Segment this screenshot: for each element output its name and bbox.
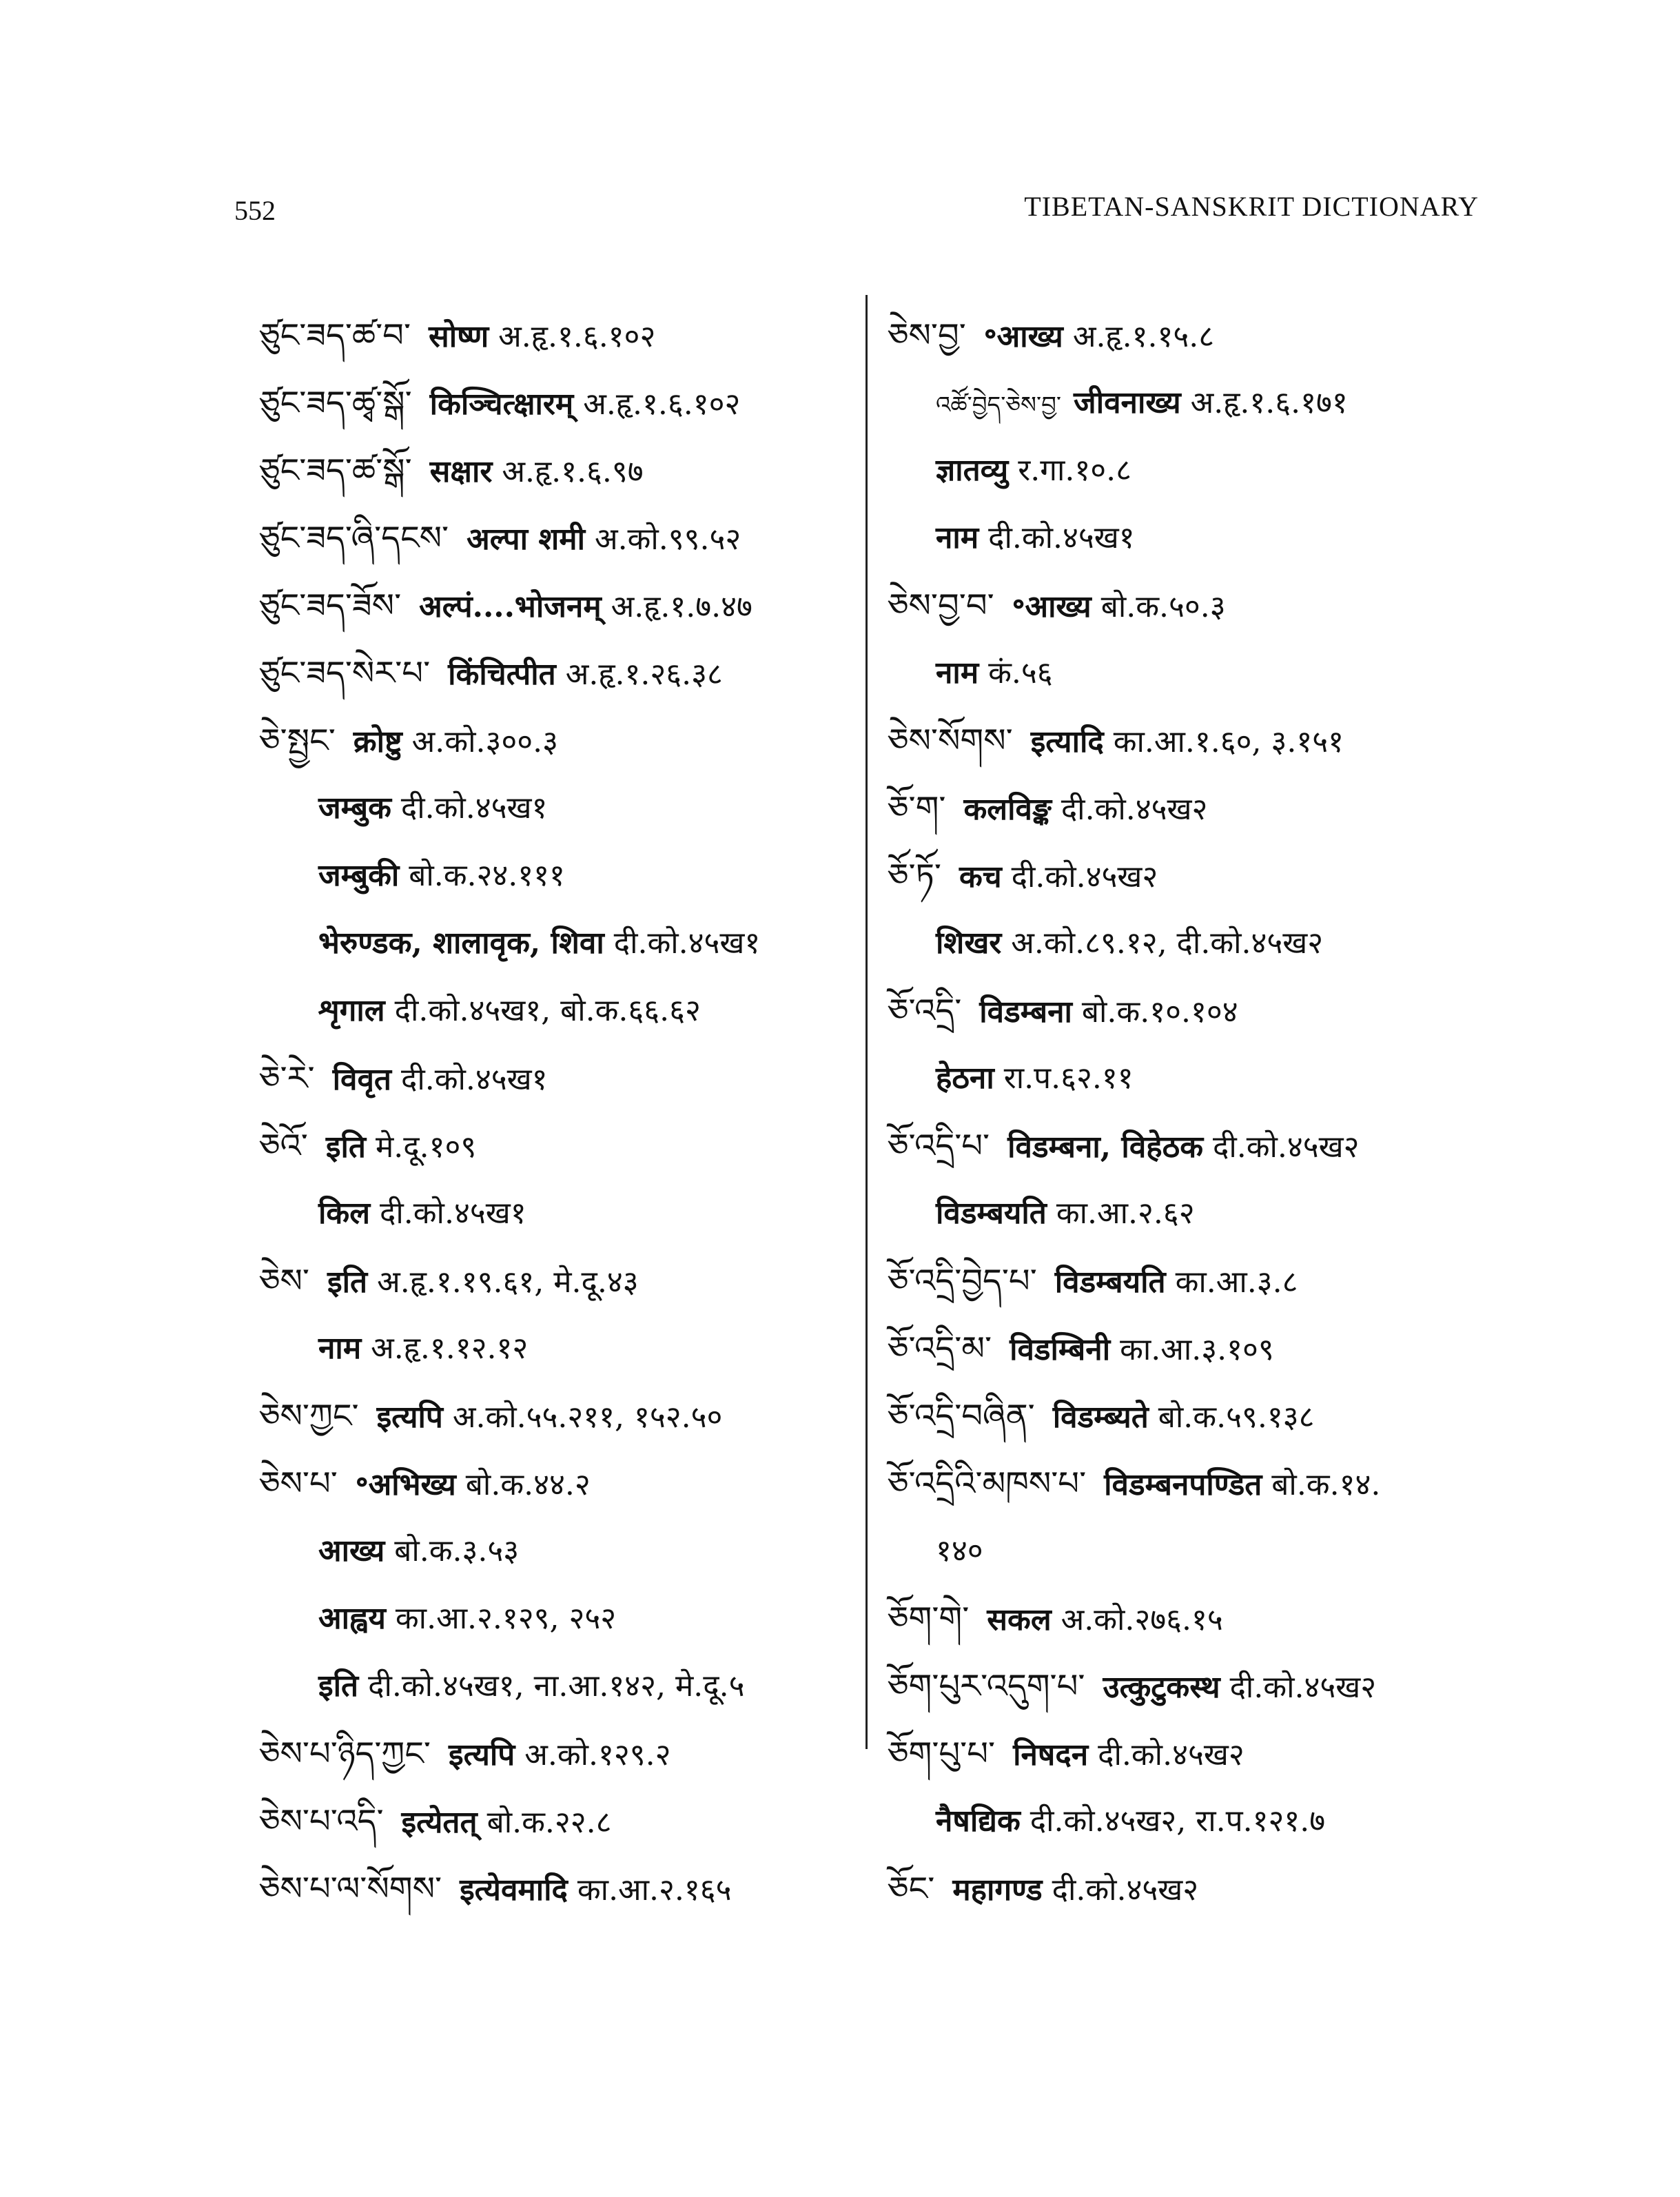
source-reference: का.आ.१.६०, ३.१५१ (1103, 724, 1344, 759)
tibetan-headword: ཅེས་པ་འདི་ (259, 1802, 384, 1841)
source-reference: बो.क.१४. (1262, 1467, 1381, 1502)
dictionary-subentry (888, 910, 1515, 977)
tibetan-headword: ཅོ་འདྲི་བྱེད་པ་ (888, 1262, 1037, 1300)
source-reference: अ.हृ.१.१२.१२ (361, 1331, 529, 1366)
source-reference: अ.को.३००.३ (402, 724, 558, 759)
sanskrit-equivalent: किञ्चित्क्षारम् (429, 387, 574, 422)
tibetan-headword: ཅེ་སྤྱང་ (259, 722, 336, 760)
right-column (888, 302, 1515, 1923)
source-reference: दी.को.४५ख२ (1051, 792, 1208, 827)
sanskrit-equivalent: सकल (987, 1602, 1052, 1637)
source-reference: अ.हृ.१.६.१०२ (489, 319, 656, 354)
sanskrit-equivalent: सोष्ण (429, 319, 489, 354)
source-reference: दी.को.४५ख२ (1220, 1670, 1377, 1705)
dictionary-entry (888, 1855, 1515, 1923)
dictionary-entry (888, 1247, 1515, 1315)
sanskrit-equivalent: अल्पं....भोजनम् (419, 589, 602, 624)
dictionary-subentry (259, 1653, 838, 1720)
sanskrit-equivalent: उत्कुटुकस्थ (1103, 1670, 1220, 1705)
tibetan-headword: ཙུང་ཟད་ཚ་བ་ (259, 316, 411, 355)
source-reference: बो.क.५०.३ (1091, 589, 1226, 624)
dictionary-entry (888, 302, 1515, 369)
dictionary-entry (259, 302, 838, 369)
dictionary-subentry (888, 504, 1515, 572)
tibetan-headword: ཅེས་སོགས་ (888, 722, 1013, 760)
sanskrit-equivalent: ॰आख्य (983, 319, 1063, 354)
tibetan-headword: ཅོག་པུར་འདུག་པ་ (888, 1667, 1085, 1706)
source-reference: दी.को.४५ख२ (1203, 1130, 1360, 1165)
source-reference: दी.को.४५ख२ (1001, 859, 1158, 895)
column-divider (865, 295, 868, 1749)
sanskrit-equivalent: सक्षार (429, 454, 493, 489)
sanskrit-equivalent: ॰आख्य (1012, 589, 1092, 624)
tibetan-headword: ཅེས་པ་ཉིད་ཀྱང་ (259, 1735, 431, 1773)
tibetan-headword: ཅེས་བྱ་ (888, 316, 966, 355)
dictionary-entry (888, 1382, 1515, 1450)
source-reference: अ.हृ.१.६.१७१ (1180, 385, 1348, 420)
source-reference: बो.क.५९.१३८ (1148, 1400, 1315, 1435)
source-reference: अ.को.१२९.२ (515, 1737, 671, 1772)
dictionary-entry (259, 1855, 838, 1923)
sanskrit-equivalent: विडम्बना (979, 994, 1072, 1030)
sanskrit-equivalent: विडम्बना, विहेठक (1007, 1130, 1203, 1165)
sanskrit-equivalent: विडम्बिनी (1010, 1332, 1111, 1367)
dictionary-entry (888, 1112, 1515, 1180)
page-number: 552 (234, 195, 276, 226)
tibetan-headword: ཅོ་འདྲི་པ་ (888, 1127, 990, 1165)
tibetan-headword: ཅོག་པུ་པ་ (888, 1735, 996, 1773)
sanskrit-equivalent: ॰अभिख्य (355, 1467, 456, 1502)
dictionary-entry (259, 707, 838, 775)
sanskrit-equivalent: निषदन (1013, 1737, 1089, 1772)
tibetan-headword: ཅེ་རེ་ (259, 1059, 315, 1098)
dictionary-entry (888, 1315, 1515, 1382)
dictionary-entry (888, 977, 1515, 1045)
source-reference: दी.को.४५ख१ (370, 1196, 526, 1231)
source-reference: अ.को.५५.२११, १५२.५० (442, 1400, 723, 1435)
tibetan-headword: ཅེས་ (259, 1262, 310, 1300)
sanskrit-equivalent: जीवनाख्य (1074, 385, 1181, 420)
tibetan-headword: ཅོ་ག་ (888, 789, 946, 828)
tibetan-headword: ཅེས་པ་ལ་སོགས་ (259, 1870, 442, 1908)
sanskrit-equivalent: इत्येतत् (401, 1805, 478, 1840)
dictionary-subentry (259, 1585, 838, 1653)
tibetan-headword: ཙུང་ཟད་ཚྭ་སྒོ་ (259, 384, 412, 422)
dictionary-entry (259, 1045, 838, 1112)
source-reference: कं.५६ (979, 655, 1053, 691)
source-reference: अ.हृ.१.६.९७ (492, 454, 644, 489)
sanskrit-equivalent: इत्येवमादि (460, 1872, 568, 1908)
source-reference: बो.क.२४.१११ (399, 858, 565, 893)
dictionary-entry (888, 775, 1515, 842)
sanskrit-equivalent: इति (325, 1130, 366, 1165)
source-reference: अ.हृ.१.७.४७ (601, 589, 752, 624)
left-column (259, 302, 838, 1923)
tibetan-headword: ཅེས་པ་ (259, 1464, 338, 1503)
source-reference: १४० (936, 1533, 983, 1568)
sanskrit-equivalent: विडम्बनपण्डित (1104, 1467, 1262, 1502)
tibetan-headword: ཅོང་ (888, 1870, 935, 1908)
sanskrit-equivalent: विडम्बयति (1054, 1265, 1166, 1300)
tibetan-headword: ཅེའོ་ (259, 1127, 308, 1165)
tibetan-headword: ཅོ་འདྲི་ (888, 992, 962, 1030)
source-reference: अ.हृ.१.१९.६१, मे.दू.४३ (367, 1265, 639, 1300)
dictionary-entry (259, 640, 838, 707)
source-reference: दी.को.४५ख१ (391, 790, 548, 826)
dictionary-entry (888, 572, 1515, 640)
source-reference: दी.को.४५ख१, ना.आ.१४२, मे.दू.५ (358, 1668, 745, 1704)
dictionary-subentry (888, 1518, 1515, 1585)
dictionary-subentry (888, 640, 1515, 707)
sanskrit-equivalent: नैषद्यिक (936, 1803, 1021, 1839)
dictionary-entry (259, 504, 838, 572)
tibetan-headword: ཅོ་ཏོ་ (888, 857, 941, 895)
tibetan-compound: འཚོ་བྱེད་ཅེས་བྱ་ (936, 391, 1062, 419)
sanskrit-equivalent: इत्यादि (1030, 724, 1104, 759)
sanskrit-equivalent: इति (318, 1668, 359, 1704)
sanskrit-equivalent: नाम (936, 520, 979, 555)
source-reference: अ.हृ.१.२६.३८ (555, 657, 723, 692)
source-reference: बो.क.२२.८ (477, 1805, 612, 1840)
tibetan-headword: ཙུང་ཟད་ཞི་དངས་ (259, 519, 449, 558)
sanskrit-equivalent: आह्वय (318, 1601, 386, 1636)
sanskrit-equivalent: ज्ञातव्यु (936, 453, 1009, 488)
source-reference: दी.को.४५ख२, रा.प.१२१.७ (1020, 1803, 1326, 1839)
tibetan-headword: ཅོ་འདྲི་བཞིན་ (888, 1397, 1035, 1435)
source-reference: का.आ.२.६२ (1046, 1196, 1195, 1231)
source-reference: अ.को.२७६.१५ (1051, 1602, 1223, 1637)
dictionary-entry (888, 1653, 1515, 1720)
source-reference: अ.हृ.१.६.१०२ (573, 387, 741, 422)
dictionary-subentry (888, 437, 1515, 504)
sanskrit-equivalent: आख्य (318, 1533, 385, 1568)
dictionary-entry (259, 1247, 838, 1315)
sanskrit-equivalent: अल्पा शमी (467, 522, 585, 557)
sanskrit-equivalent: जम्बुकी (318, 858, 400, 893)
dictionary-subentry (259, 1518, 838, 1585)
source-reference: बो.क.४४.२ (455, 1467, 591, 1502)
dictionary-subentry (259, 1315, 838, 1382)
source-reference: दी.को.४५ख१ (979, 520, 1135, 555)
dictionary-entry (259, 572, 838, 640)
tibetan-headword: ཙུང་ཟད་སེར་པ་ (259, 654, 431, 693)
dictionary-entry (259, 437, 838, 504)
running-head: TIBETAN-SANSKRIT DICTIONARY (1024, 191, 1479, 222)
source-reference: बो.क.१०.१०४ (1072, 994, 1238, 1030)
dictionary-entry (259, 369, 838, 437)
sanskrit-equivalent: किंचित्पीत (448, 657, 556, 692)
dictionary-entry (259, 1112, 838, 1180)
source-reference: मे.दू.१०९ (365, 1130, 477, 1165)
dictionary-subentry (888, 1045, 1515, 1112)
sanskrit-equivalent: शृगाल (318, 993, 385, 1028)
sanskrit-equivalent: इत्यपि (376, 1400, 443, 1435)
sanskrit-equivalent: कलविङ्क (963, 792, 1052, 827)
dictionary-entry (259, 1788, 838, 1855)
source-reference: र.गा.१०.८ (1008, 453, 1131, 488)
tibetan-headword: ཙུང་ཟད་ཚ་སྒོ་ (259, 451, 412, 490)
dictionary-subentry (259, 775, 838, 842)
dictionary-entry (888, 707, 1515, 775)
source-reference: रा.प.६२.११ (994, 1061, 1134, 1096)
dictionary-subentry (259, 910, 838, 977)
dictionary-entry (259, 1450, 838, 1518)
tibetan-headword: ཅེས་ཀྱང་ (259, 1397, 359, 1435)
sanskrit-equivalent: हेठना (936, 1061, 994, 1096)
sanskrit-equivalent: इति (327, 1265, 368, 1300)
dictionary-entry (888, 842, 1515, 910)
sanskrit-equivalent: कच (959, 859, 1002, 895)
source-reference: दी.को.४५ख१, बो.क.६६.६२ (385, 993, 701, 1028)
sanskrit-equivalent: क्रोष्टु (353, 724, 402, 759)
tibetan-headword: ཅོག་གེ་ (888, 1600, 970, 1638)
sanskrit-equivalent: भेरुण्डक, शालावृक, शिवा (318, 926, 604, 961)
tibetan-headword: ཅོ་འདྲིའི་མཁས་པ་ (888, 1464, 1087, 1503)
dictionary-subentry (259, 842, 838, 910)
dictionary-entry (259, 1382, 838, 1450)
dictionary-subentry (259, 1180, 838, 1247)
source-reference: दी.को.४५ख२ (1088, 1737, 1244, 1772)
sanskrit-equivalent: विवृत (332, 1062, 391, 1097)
dictionary-subentry (888, 1180, 1515, 1247)
source-reference: का.आ.२.१२९, २५२ (385, 1601, 617, 1636)
tibetan-headword: ཅོ་འདྲི་མ་ (888, 1329, 992, 1368)
sanskrit-equivalent: नाम (318, 1331, 362, 1366)
source-reference: का.आ.३.१०९ (1110, 1332, 1274, 1367)
source-reference: दी.को.४५ख१ (604, 926, 761, 961)
source-reference: दी.को.४५ख१ (391, 1062, 548, 1097)
source-reference: अ.को.९९.५२ (584, 522, 741, 557)
source-reference: दी.को.४५ख२ (1042, 1872, 1199, 1908)
dictionary-subentry (888, 1788, 1515, 1855)
tibetan-headword: ཙུང་ཟད་ཟོས་ (259, 586, 402, 625)
source-reference: का.आ.२.१६५ (567, 1872, 732, 1908)
dictionary-subentry (259, 977, 838, 1045)
sanskrit-equivalent: विडम्बयति (936, 1196, 1047, 1231)
dictionary-entry (259, 1720, 838, 1788)
dictionary-entry (888, 1450, 1515, 1518)
source-reference: का.आ.३.८ (1165, 1265, 1298, 1300)
sanskrit-equivalent: इत्यपि (448, 1737, 515, 1772)
tibetan-headword: ཅེས་བྱ་བ་ (888, 586, 994, 625)
sanskrit-equivalent: महागण्ड (952, 1872, 1043, 1908)
sanskrit-equivalent: किल (318, 1196, 371, 1231)
sanskrit-equivalent: विडम्ब्यते (1052, 1400, 1149, 1435)
dictionary-entry (888, 1585, 1515, 1653)
sanskrit-equivalent: जम्बुक (318, 790, 391, 826)
sanskrit-equivalent: शिखर (936, 926, 1002, 961)
sanskrit-equivalent: नाम (936, 655, 979, 691)
dictionary-entry (888, 1720, 1515, 1788)
source-reference: अ.हृ.१.१५.८ (1063, 319, 1215, 354)
source-reference: बो.क.३.५३ (385, 1533, 520, 1568)
dictionary-subentry (888, 369, 1515, 437)
source-reference: अ.को.८९.१२, दी.को.४५ख२ (1001, 926, 1324, 961)
